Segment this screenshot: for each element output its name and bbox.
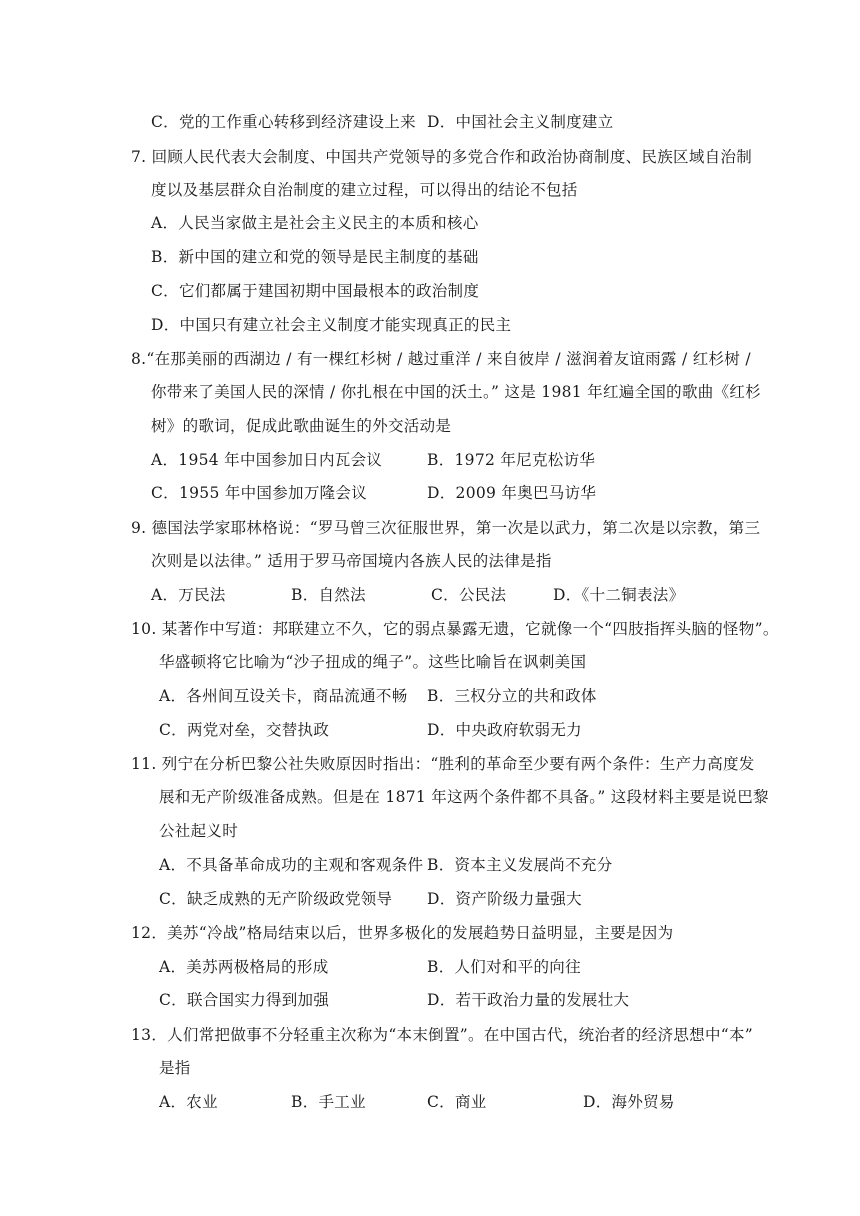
q12-option-b: B．人们对和平的向往: [427, 958, 581, 976]
q8-option-d: D．2009 年奥巴马访华: [427, 484, 597, 502]
q8-stem-line-1: 8.“在那美丽的西湖边 / 有一棵红杉树 / 越过重洋 / 来自彼岸 / 滋润着友谊雨露 / 红杉树 /: [131, 350, 751, 368]
q11-stem-line-3: 公社起义时: [159, 822, 239, 840]
q13-option-d: D．海外贸易: [583, 1093, 675, 1111]
q13-stem-line-2: 是指: [159, 1059, 191, 1077]
q10-option-d: D．中央政府软弱无力: [427, 721, 582, 739]
q12-option-d: D．若干政治力量的发展壮大: [427, 991, 630, 1009]
q12-option-a: A．美苏两极格局的形成: [159, 958, 329, 976]
q7-option-b: B．新中国的建立和党的领导是民主制度的基础: [151, 248, 479, 266]
q8-stem-line-2: 你带来了美国人民的深情 / 你扎根在中国的沃土。” 这是 1981 年红遍全国的歌曲《红杉: [151, 383, 761, 401]
q7-option-a: A．人民当家做主是社会主义民主的本质和核心: [151, 214, 479, 232]
q11-option-d: D．资产阶级力量强大: [427, 890, 582, 908]
q11-stem-line-2: 展和无产阶级准备成熟。但是在 1871 年这两个条件都不具备。” 这段材料主要是说巴黎: [159, 788, 769, 806]
q11-option-c: C．缺乏成熟的无产阶级政党领导: [159, 890, 393, 908]
q11-option-a: A．不具备革命成功的主观和客观条件: [159, 856, 424, 874]
q9-stem-line-2: 次则是以法律。” 适用于罗马帝国境内各族人民的法律是指: [151, 552, 552, 570]
q8-stem-line-3: 树》的歌词，促成此歌曲诞生的外交活动是: [151, 417, 452, 435]
q7-stem-line-1: 7. 回顾人民代表大会制度、中国共产党领导的多党合作和政治协商制度、民族区域自治制: [131, 148, 753, 166]
q9-option-c: C．公民法: [431, 586, 507, 604]
q10-option-a: A．各州间互设关卡，商品流通不畅: [159, 687, 408, 705]
q9-option-d: D．《十二铜表法》: [553, 586, 685, 604]
q13-stem-line-1: 13．人们常把做事不分轻重主次称为“本末倒置”。在中国古代，统治者的经济思想中“本”: [131, 1026, 754, 1044]
q7-option-d: D．中国只有建立社会主义制度才能实现真正的民主: [151, 316, 512, 334]
q12-option-c: C．联合国实力得到加强: [159, 991, 330, 1009]
q11-option-b: B．资本主义发展尚不充分: [427, 856, 613, 874]
q7-option-c: C．它们都属于建国初期中国最根本的政治制度: [151, 282, 480, 300]
q12-stem-line-1: 12．美苏“冷战”格局结束以后，世界多极化的发展趋势日益明显，主要是因为: [131, 924, 674, 942]
q10-stem-line-2: 华盛顿将它比喻为“沙子扭成的绳子”。这些比喻旨在讽刺美国: [159, 653, 587, 671]
q10-option-b: B．三权分立的共和政体: [427, 687, 597, 705]
q6-option-c: C．党的工作重心转移到经济建设上来: [151, 113, 416, 131]
q13-option-a: A．农业: [159, 1093, 218, 1111]
q9-option-b: B．自然法: [291, 586, 366, 604]
q8-option-a: A．1954 年中国参加日内瓦会议: [151, 451, 383, 469]
q9-option-a: A．万民法: [151, 586, 226, 604]
q6-option-d: D．中国社会主义制度建立: [427, 113, 614, 131]
q11-stem-line-1: 11. 列宁在分析巴黎公社失败原因时指出：“胜利的革命至少要有两个条件：生产力高度发: [131, 755, 755, 773]
q10-option-c: C．两党对垒，交替执政: [159, 721, 330, 739]
q9-stem-line-1: 9. 德国法学家耶林格说：“罗马曾三次征服世界，第一次是以武力，第二次是以宗教，第三: [131, 519, 761, 537]
q13-option-b: B．手工业: [291, 1093, 366, 1111]
q10-stem-line-1: 10. 某著作中写道：邦联建立不久，它的弱点暴露无遗，它就像一个“四肢指挥头脑的怪物”。: [131, 620, 779, 638]
q7-stem-line-2: 度以及基层群众自治制度的建立过程，可以得出的结论不包括: [151, 181, 578, 199]
q8-option-c: C．1955 年中国参加万隆会议: [151, 484, 368, 502]
q8-option-b: B．1972 年尼克松访华: [427, 451, 596, 469]
q13-option-c: C．商业: [427, 1093, 487, 1111]
